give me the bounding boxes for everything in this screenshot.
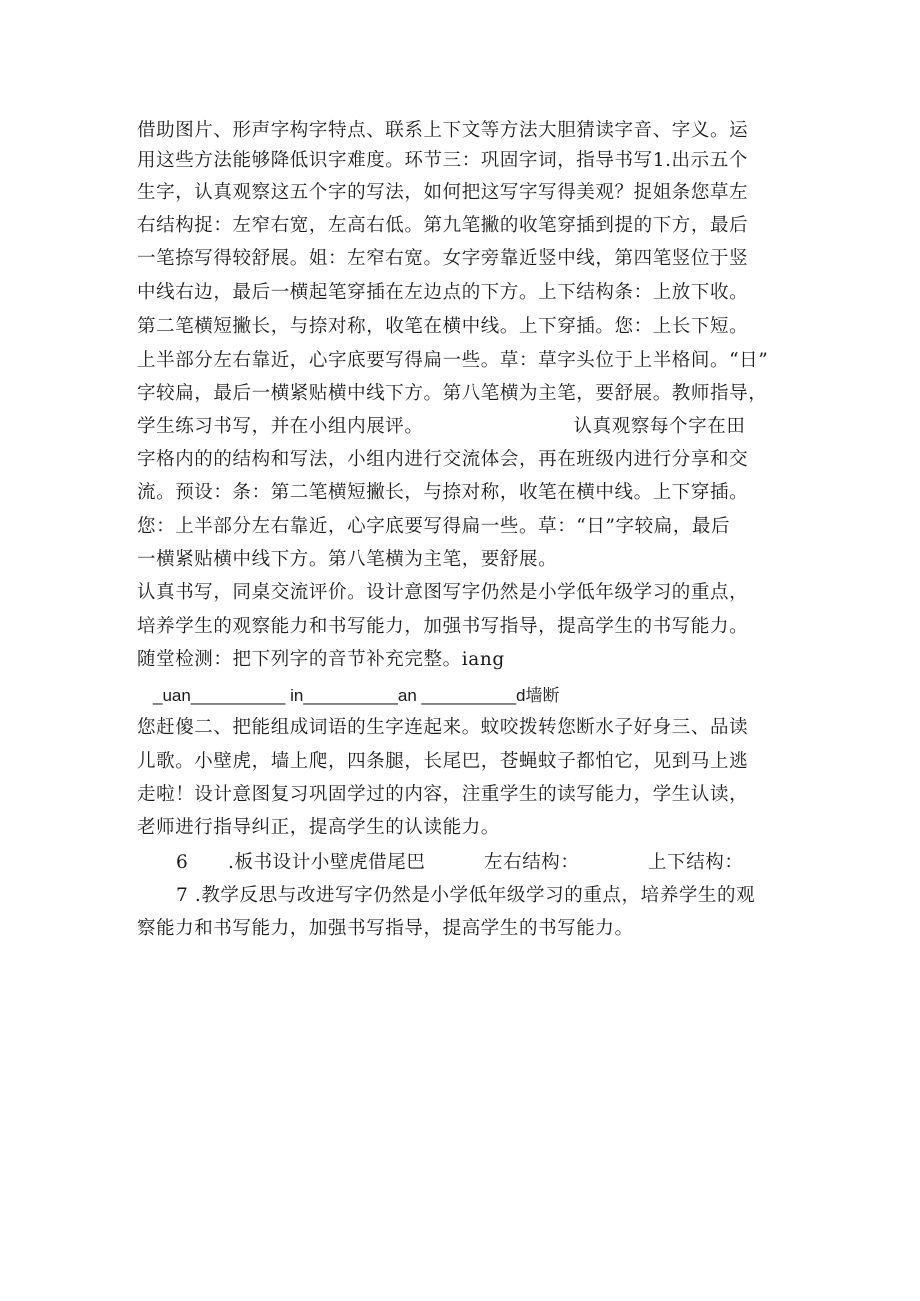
text-line: 字格内的的结构和写法，小组内进行交流体会，再在班级内进行分享和交 bbox=[137, 449, 749, 470]
text-line: 走啦！设计意图复习巩固学过的内容，注重学生的读写能力，学生认读， bbox=[137, 784, 749, 805]
text-line: 流。预设：条：第二笔横短撇长，与捺对称，收笔在横中线。上下穿插。 bbox=[137, 482, 749, 503]
text-line: 右结构捉：左窄右宽，左高右低。第九笔撇的收笔穿插到提的下方，最后 bbox=[137, 215, 749, 236]
text-line: 用这些方法能够降低识字难度。环节三：巩固字词，指导书写1.出示五个 bbox=[137, 150, 748, 171]
text-line: 生字，认真观察这五个字的写法，如何把这写字写得美观？捉姐条您草左 bbox=[137, 182, 749, 203]
text-line: 您赶傻二、把能组成词语的生字连起来。蚊咬拨转您断水子好身三、品读 bbox=[137, 717, 749, 738]
text-line: 第二笔横短撇长，与捺对称，收笔在横中线。上下穿插。您：上长下短。 bbox=[137, 316, 749, 337]
text-segment: 学生练习书写，并在小组内展评。 bbox=[137, 416, 424, 437]
text-line: 老师进行指导纠正，提高学生的认读能力。 bbox=[137, 817, 500, 838]
text-line: 认真书写，同桌交流评价。设计意图写字仍然是小学低年级学习的重点， bbox=[137, 582, 749, 603]
board-design-title: .板书设计小壁虎借尾巴 bbox=[228, 852, 426, 873]
text-line: 字较扁，最后一横紧贴横中线下方。第八笔横为主笔，要舒展。教师指导， bbox=[137, 383, 768, 404]
text-line: 您：上半部分左右靠近，心字底要写得扁一些。草：“日”字较扁，最后 bbox=[137, 516, 731, 537]
text-line: 一横紧贴横中线下方。第八笔横为主笔，要舒展。 bbox=[137, 549, 558, 570]
text-line bbox=[137, 414, 745, 440]
board-design-left-column: 左右结构： bbox=[484, 852, 580, 873]
text-line: 儿歌。小壁虎，墙上爬，四条腿，长尾巴，苍蝇蚊子都怕它，见到马上逃 bbox=[137, 751, 749, 772]
text-line: 7 .教学反思与改进写字仍然是小学低年级学习的重点，培养学生的观 bbox=[176, 885, 756, 906]
text-line: 借助图片、形声字构字特点、联系上下文等方法大胆猜读字音、字义。运 bbox=[137, 120, 749, 141]
section-number: 6 bbox=[176, 852, 189, 873]
text-segment: 认真观察每个字在田 bbox=[573, 416, 746, 437]
text-line: 上半部分左右靠近，心字底要写得扁一些。草：草字头位于上半格间。“日” bbox=[137, 350, 769, 371]
text-line: 随堂检测：把下列字的音节补充完整。iang bbox=[137, 649, 505, 670]
board-design-right-column: 上下结构： bbox=[648, 852, 744, 873]
pinyin-exercise-line: _uan__________ in__________an __________d墙断 bbox=[153, 686, 560, 705]
text-line: 中线右边，最后一横起笔穿插在左边点的下方。上下结构条：上放下收。 bbox=[137, 282, 749, 303]
text-line: 培养学生的观察能力和书写能力，加强书写指导，提高学生的书写能力。 bbox=[137, 616, 749, 637]
text-line: 一笔捺写得较舒展。姐：左窄右宽。女字旁靠近竖中线，第四笔竖位于竖 bbox=[137, 248, 749, 269]
text-line: 察能力和书写能力，加强书写指导，提高学生的书写能力。 bbox=[137, 918, 634, 939]
